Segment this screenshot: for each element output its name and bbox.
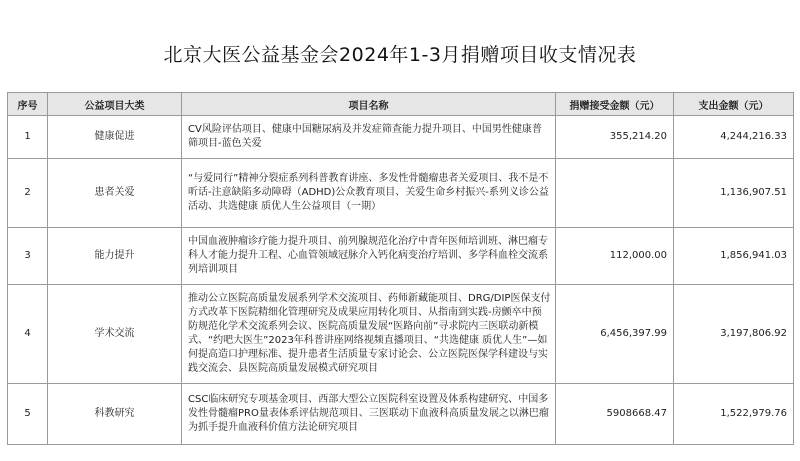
cell-spent: 1,856,941.03 [674, 228, 794, 285]
cell-no: 4 [8, 285, 48, 384]
cell-projects: “与爱同行”精神分裂症系列科普教育讲座、多发性骨髓瘤患者关爱项目、我不是不听话-注意缺陷多动障碍（ADHD)公众教育项目、关爱生命乡村振兴-系列义诊公益活动、共选健康 质优人生公益项目（一期） [182, 159, 556, 228]
header-received: 捐赠接受金额（元） [556, 93, 674, 116]
cell-category: 能力提升 [48, 228, 182, 285]
table-row [8, 384, 794, 445]
table-row [8, 159, 794, 228]
cell-category: 学术交流 [48, 285, 182, 384]
cell-spent: 3,197,806.92 [674, 285, 794, 384]
finance-table [7, 92, 794, 445]
table-row [8, 228, 794, 285]
cell-received: 5908668.47 [556, 384, 674, 445]
header-spent: 支出金额（元） [674, 93, 794, 116]
cell-received: 6,456,397.99 [556, 285, 674, 384]
cell-projects: 中国血液肿瘤诊疗能力提升项目、前列腺规范化治疗中青年医师培训班、淋巴瘤专科人才能力提升工程、心血管领域冠脉介入钙化病变治疗培训、多学科血栓交流系列培训项目 [182, 228, 556, 285]
cell-received [556, 159, 674, 228]
cell-spent: 1,136,907.51 [674, 159, 794, 228]
cell-projects: CSC临床研究专项基金项目、西部大型公立医院科室设置及体系构建研究、中国多发性骨髓瘤PRO量表体系评估规范项目、三医联动下血液科高质量发展之以淋巴瘤为抓手提升血液科价值方法论研究项目 [182, 384, 556, 445]
table-header-row [8, 93, 794, 116]
cell-received: 355,214.20 [556, 116, 674, 159]
cell-received: 112,000.00 [556, 228, 674, 285]
cell-no: 3 [8, 228, 48, 285]
cell-no: 1 [8, 116, 48, 159]
cell-no: 5 [8, 384, 48, 445]
cell-spent: 1,522,979.76 [674, 384, 794, 445]
cell-projects: CV风险评估项目、健康中国糖尿病及并发症筛查能力提升项目、中国男性健康普筛项目-蓝色关爱 [182, 116, 556, 159]
cell-category: 患者关爱 [48, 159, 182, 228]
cell-no: 2 [8, 159, 48, 228]
table-row [8, 116, 794, 159]
cell-spent: 4,244,216.33 [674, 116, 794, 159]
header-category: 公益项目大类 [48, 93, 182, 116]
table-row [8, 285, 794, 384]
cell-projects: 推动公立医院高质量发展系列学术交流项目、药师新藏能项目、DRG/DIP医保支付方式改革下医院精细化管理研究及成果应用转化项目、从指南到实践-房颤卒中预防规范化学术交流系列会议、医院高质量发展“医路向前”寻求院内三医联动新模式、“约吧大医生”2023年科普讲座网络视频直播项目、“共选健康 质优人生”—如何提高造口护理标准、提升患者生活质量专家讨论会、公立医院医保学科建设与实践交流会、县医院高质量发展模式研究项目 [182, 285, 556, 384]
page-title: 北京大医公益基金会2024年1-3月捐赠项目收支情况表 [163, 44, 637, 66]
cell-category: 科教研究 [48, 384, 182, 445]
header-no: 序号 [8, 93, 48, 116]
cell-category: 健康促进 [48, 116, 182, 159]
header-projects: 项目名称 [182, 93, 556, 116]
